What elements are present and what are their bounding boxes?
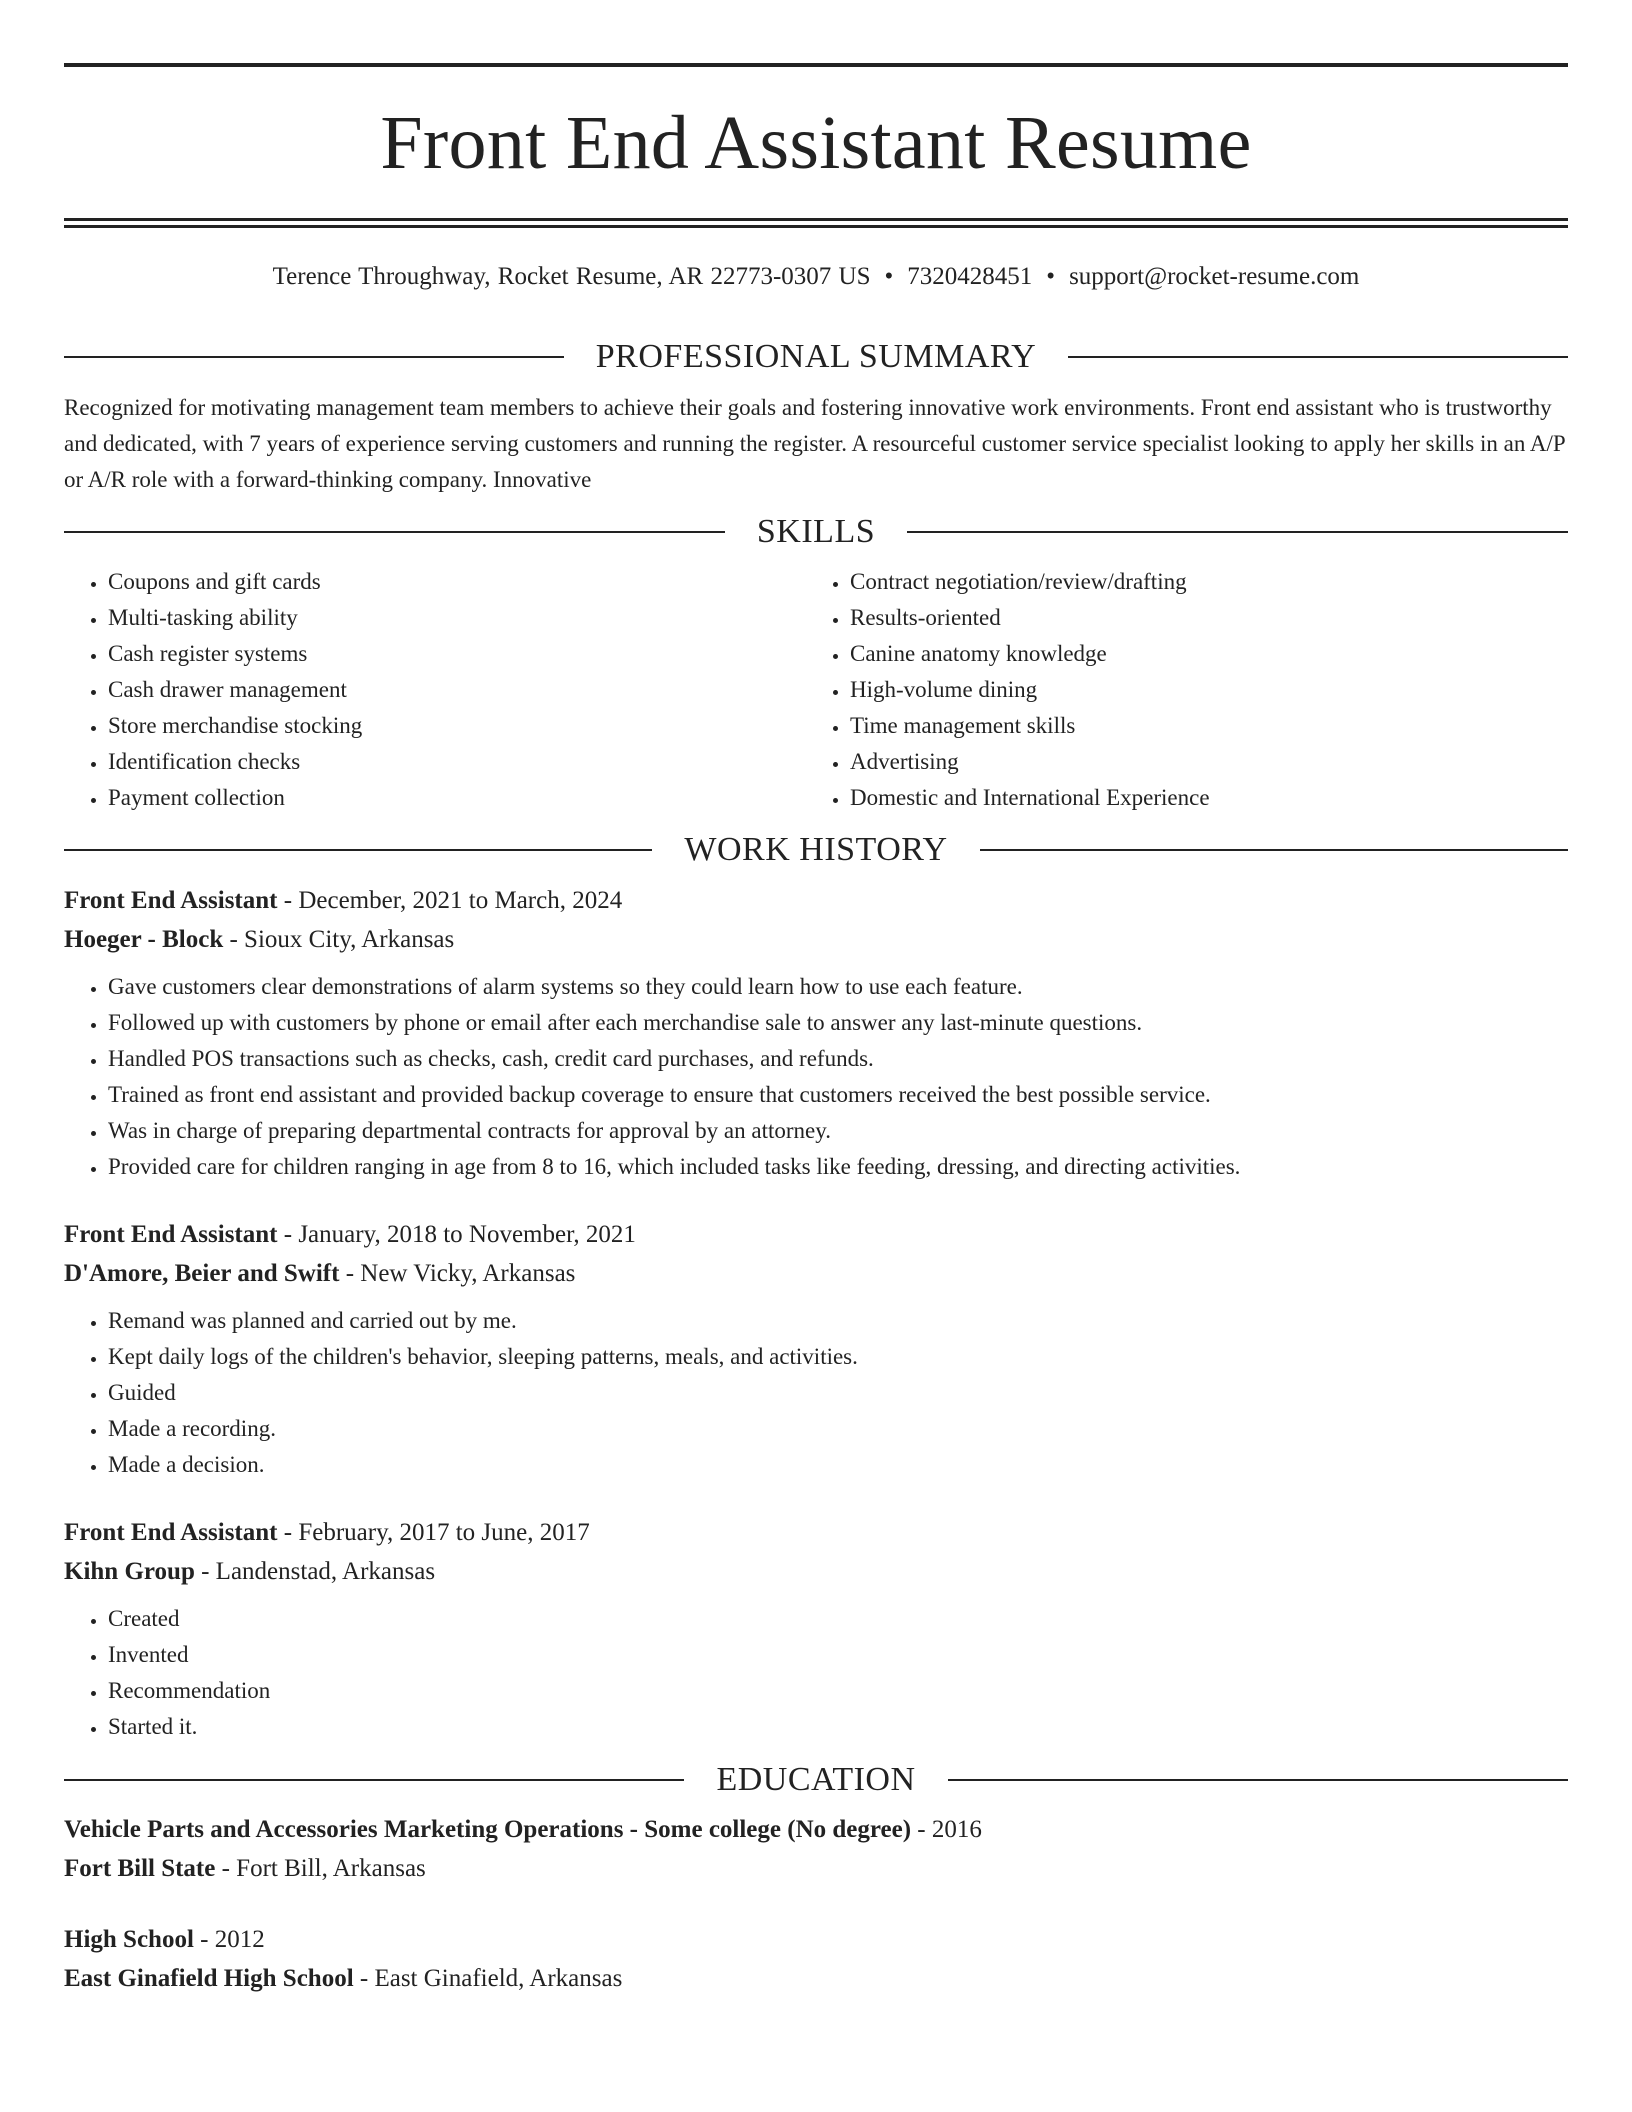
skill-item: • Payment collection [108,780,806,816]
skill-item: • Advertising [850,744,1548,780]
job-dates: - December, 2021 to March, 2024 [277,887,623,914]
job-title-line [64,1215,1568,1254]
education-school: Fort Bill State [64,1855,216,1882]
work-heading: WORK HISTORY [684,831,948,868]
education-heading: EDUCATION [716,1761,916,1798]
job-bullets [64,1601,1568,1745]
job-location: - Sioux City, Arkansas [223,926,455,953]
summary-section-header [64,340,1568,374]
contact-line [64,264,1568,289]
education-section-header [64,1763,1568,1797]
skill-item: • Time management skills [850,708,1548,744]
skills-section-header [64,515,1568,549]
job-bullet: • Followed up with customers by phone or email after each merchandise sale to answer any last-minute questions. [108,1005,1568,1041]
skills-list [64,564,1568,816]
skill-item: • Contract negotiation/review/drafting [850,564,1548,600]
skill-item: • Cash drawer management [108,672,806,708]
job-bullet: • Was in charge of preparing departmental contracts for approval by an attorney. [108,1113,1568,1149]
job-company-line [64,1254,1568,1293]
job-bullet: • Created [108,1601,1568,1637]
job-entry [64,1513,1568,1745]
education-entry [64,1920,1568,1998]
job-company-line [64,920,1568,959]
job-location: - Landenstad, Arkansas [194,1558,436,1585]
job-bullet: • Recommendation [108,1673,1568,1709]
education-degree-line [64,1920,1568,1959]
education-school-line [64,1959,1568,1998]
skill-item: • Canine anatomy knowledge [850,636,1548,672]
job-company: Kihn Group [64,1558,195,1585]
job-bullet: • Trained as front end assistant and provided backup coverage to ensure that customers received the best possible service. [108,1077,1568,1113]
job-bullet: • Guided [108,1375,1568,1411]
job-bullet: • Handled POS transactions such as checks, cash, credit card purchases, and refunds. [108,1041,1568,1077]
job-bullet: • Provided care for children ranging in age from 8 to 16, which included tasks like feeding, dressing, and directing activities. [108,1149,1568,1185]
job-bullet: • Made a decision. [108,1447,1568,1483]
divider-line [64,356,564,358]
contact-email: support@rocket-resume.com [1069,263,1360,290]
contact-separator: • [884,263,894,290]
education-degree: Vehicle Parts and Accessories Marketing Operations - Some college (No degree) [64,1816,912,1843]
divider-line [907,531,1568,533]
skill-item: • Results-oriented [850,600,1548,636]
divider-line [948,1779,1568,1781]
education-degree-line [64,1810,1568,1849]
job-title: Front End Assistant [64,1221,278,1248]
education-entry [64,1810,1568,1888]
skill-item: • Coupons and gift cards [108,564,806,600]
education-location: - East Ginafield, Arkansas [353,1965,623,1992]
job-bullets [64,1303,1568,1483]
divider-line [64,1779,684,1781]
skills-column-right [806,564,1548,816]
contact-separator: • [1046,263,1056,290]
job-title-line [64,881,1568,920]
skill-item: • Multi-tasking ability [108,600,806,636]
work-section-header [64,833,1568,867]
job-company: D'Amore, Beier and Swift [64,1260,340,1287]
divider-line [64,849,652,851]
job-bullet: • Invented [108,1637,1568,1673]
job-entry [64,1215,1568,1483]
education-school: East Ginafield High School [64,1965,354,1992]
summary-text: Recognized for motivating management team members to achieve their goals and fostering innovative work environments. Front end assistant who is trustworthy and dedicated, with 7 years of experience serving customers and running the register. A resourceful customer service specialist looking to apply her skills in an A/P or A/R role with a forward-thinking company. Innovative [64,395,1565,492]
education-location: - Fort Bill, Arkansas [215,1855,426,1882]
divider-line [980,849,1568,851]
job-title: Front End Assistant [64,887,278,914]
job-bullet: • Made a recording. [108,1411,1568,1447]
job-bullets [64,969,1568,1185]
job-bullet: • Kept daily logs of the children's behavior, sleeping patterns, meals, and activities. [108,1339,1568,1375]
contact-phone: 7320428451 [907,263,1033,290]
skill-item: • Identification checks [108,744,806,780]
job-company-line [64,1552,1568,1591]
job-location: - New Vicky, Arkansas [339,1260,576,1287]
job-company: Hoeger - Block [64,926,224,953]
job-bullet: • Remand was planned and carried out by me. [108,1303,1568,1339]
education-degree: High School [64,1926,194,1953]
job-title-line [64,1513,1568,1552]
resume-title: Front End Assistant Resume [380,101,1252,185]
divider-line [1068,356,1568,358]
education-year: - 2016 [911,1816,982,1843]
skill-item: • Cash register systems [108,636,806,672]
job-bullet: • Gave customers clear demonstrations of alarm systems so they could learn how to use each feature. [108,969,1568,1005]
skill-item: • Store merchandise stocking [108,708,806,744]
job-entry [64,881,1568,1185]
skills-column-left [64,564,806,816]
title-double-rule [64,218,1568,228]
contact-address: Terence Throughway, Rocket Resume, AR 22773-0307 US [272,263,871,290]
skill-item: • High-volume dining [850,672,1548,708]
job-dates: - February, 2017 to June, 2017 [277,1519,590,1546]
job-title: Front End Assistant [64,1519,278,1546]
skill-item: • Domestic and International Experience [850,780,1548,816]
job-dates: - January, 2018 to November, 2021 [277,1221,636,1248]
divider-line [64,531,725,533]
education-school-line [64,1849,1568,1888]
summary-heading: PROFESSIONAL SUMMARY [595,338,1037,375]
education-year: - 2012 [193,1926,265,1953]
job-bullet: • Started it. [108,1709,1568,1745]
skills-heading: SKILLS [756,513,876,550]
